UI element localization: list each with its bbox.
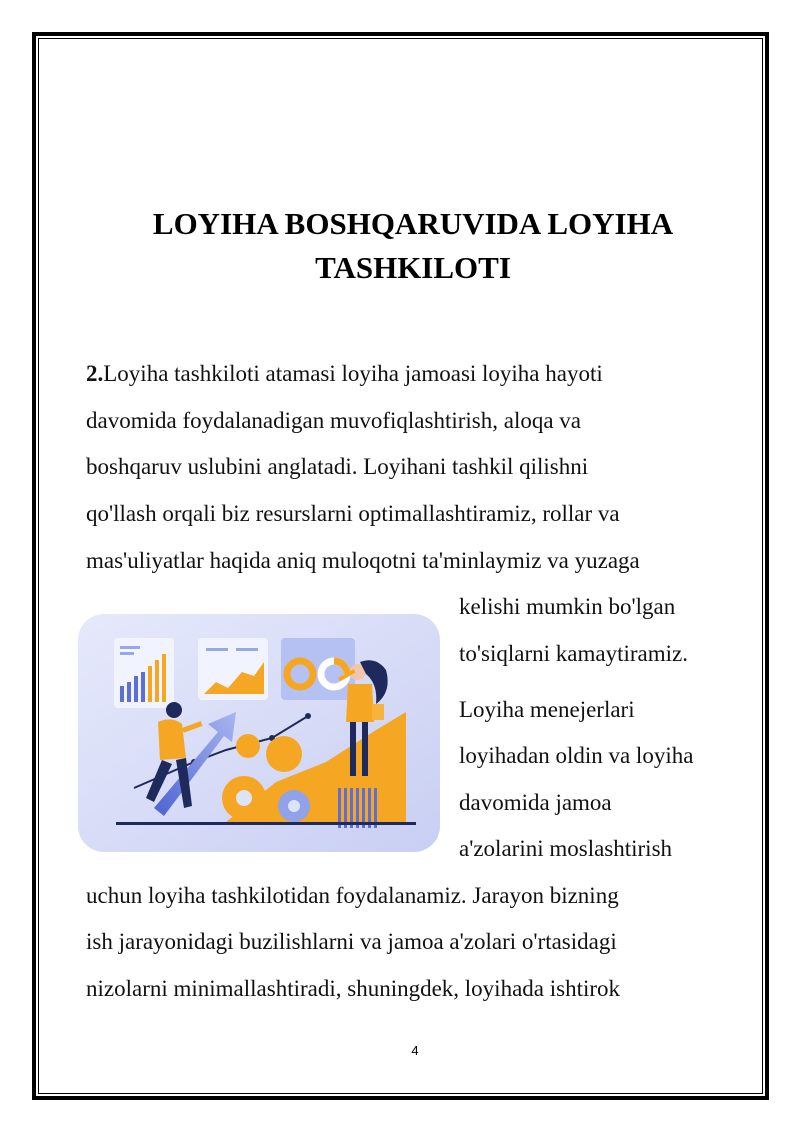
paragraph-line-6: uchun loyiha tashkilotidan foydalanamiz. Jarayon bizning [86, 883, 619, 908]
page-number: 4 [411, 1043, 419, 1058]
project-team-analytics-illustration [76, 612, 442, 858]
paragraph-line-4: qo'llash orqali biz resurslarni optimallashtiramiz, rollar va [86, 501, 620, 526]
paragraph-line-3: boshqaruv uslubini anglatadi. Loyihani tashkil qilishni [86, 454, 589, 479]
wrap-line-2: to'siqlarni kamaytiramiz. [459, 641, 688, 666]
title-line-1: LOYIHA BOSHQARUVIDA LOYIHA [152, 206, 674, 241]
paragraph-line-5: mas'uliyatlar haqida aniq muloqotni ta'minlaymiz va yuzaga [86, 548, 640, 573]
wrap-line-3: Loyiha menejerlari [459, 697, 635, 722]
paragraph-line-1-text: Loyiha tashkiloti atamasi loyiha jamoasi loyiha hayoti [103, 361, 603, 386]
section-number: 2. [86, 361, 104, 386]
wrap-line-6: a'zolarini moslashtirish [459, 836, 673, 861]
wrap-line-5: davomida jamoa [459, 790, 612, 815]
paragraph-line-8: nizolarni minimallashtiradi, shuningdek, loyihada ishtirok [86, 976, 621, 1001]
page-title [80, 202, 746, 290]
paragraph-line-2: davomida foydalanadigan muvofiqlashtirish, aloqa va [86, 408, 582, 433]
paragraph-line-1 [86, 350, 603, 397]
wrap-line-1: kelishi mumkin bo'lgan [459, 594, 676, 619]
title-line-2: TASHKILOTI [315, 250, 511, 285]
paragraph-line-7: ish jarayonidagi buzilishlarni va jamoa a'zolari o'rtasidagi [86, 929, 617, 954]
wrap-line-4: loyihadan oldin va loyiha [459, 743, 694, 768]
